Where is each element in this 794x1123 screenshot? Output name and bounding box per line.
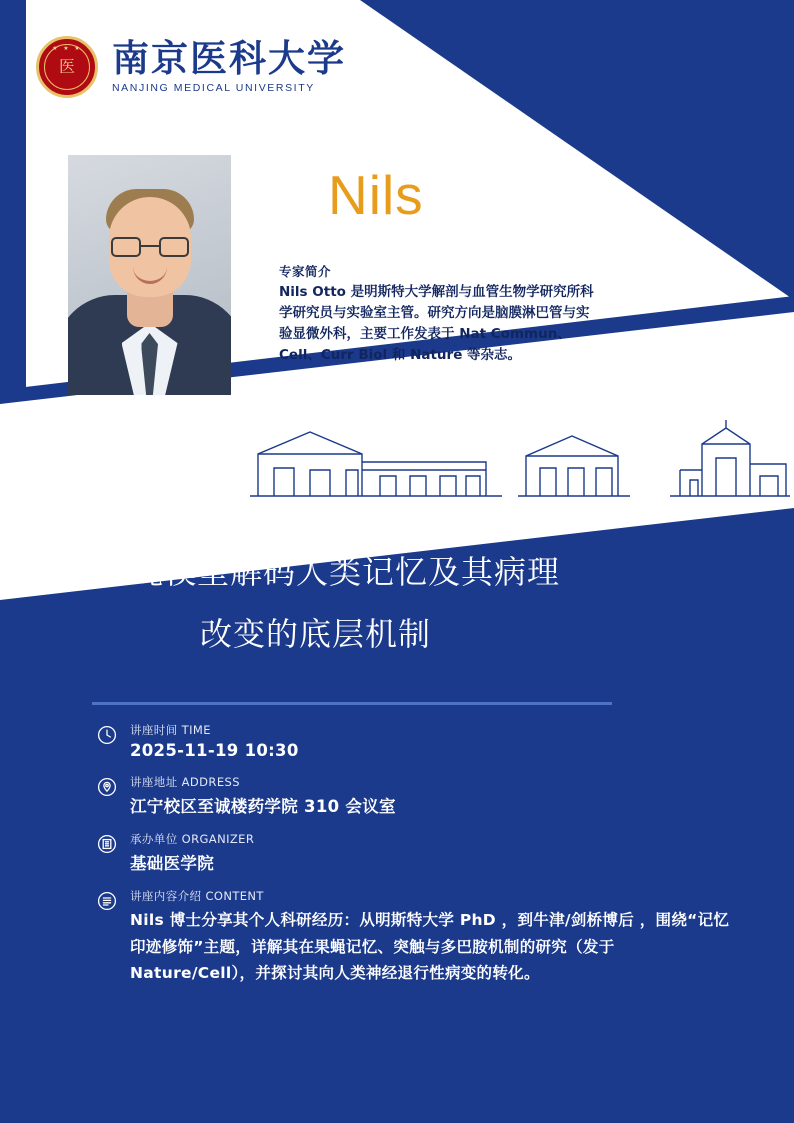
info-value-organizer: 基础医学院 <box>130 854 214 873</box>
lecture-info-list <box>96 722 736 1001</box>
speaker-bio <box>279 262 599 366</box>
bio-paragraph: Nils Otto 是明斯特大学解剖与血管生物学研究所科学研究员与实验室主管。研究方向是脑膜淋巴管与实验显微外科，主要工作发表于 Nat Commun、Cell、Curr Biol 和 Nature 等杂志。 <box>279 284 594 363</box>
speaker-portrait <box>68 155 231 395</box>
info-value-address: 江宁校区至诚楼药学院 310 会议室 <box>130 797 396 816</box>
location-pin-icon <box>96 776 118 798</box>
lecture-title-line1: 使用果蝇模型解码人类记忆及其病理 <box>32 553 561 591</box>
info-row-organizer <box>96 831 736 874</box>
lecture-title-line2: 改变的底层机制 <box>200 614 432 653</box>
clock-icon <box>96 724 118 746</box>
campus-skyline-illustration <box>250 418 790 498</box>
info-body-time <box>130 722 736 760</box>
university-seal-icon <box>36 36 98 98</box>
glasses-right-lens <box>159 237 189 257</box>
info-label-time: 讲座时间 TIME <box>130 723 211 737</box>
logo-english-name: NANJING MEDICAL UNIVERSITY <box>112 81 315 94</box>
info-row-address <box>96 774 736 817</box>
bio-heading: 专家简介 <box>279 264 332 279</box>
info-row-time <box>96 722 736 760</box>
info-value-time: 2025-11-19 10:30 <box>130 741 299 760</box>
info-body-organizer <box>130 831 736 874</box>
glasses-bridge <box>141 245 159 247</box>
logo-chinese-name: 南京医科大学 <box>112 37 346 81</box>
title-divider <box>92 702 612 705</box>
logo-text-block <box>112 37 346 94</box>
info-body-address <box>130 774 736 817</box>
seal-glyph-text: 医 <box>58 57 75 76</box>
info-value-content: Nils 博士分享其个人科研经历：从明斯特大学 PhD ，到牛津/剑桥博后 ，围绕“记忆印迹修饰”主题，详解其在果蝇记忆、突触与多巴胺机制的研究（发于 Nature/Cell），并探讨其向人类神经退行性病变的转化。 <box>130 911 730 983</box>
info-label-address: 讲座地址 ADDRESS <box>130 775 240 789</box>
portrait-glasses-icon <box>111 237 189 257</box>
university-logo <box>36 36 346 98</box>
building-icon <box>96 833 118 855</box>
seal-top-text: ★ ★ ★ <box>52 46 82 52</box>
info-label-organizer: 承办单位 ORGANIZER <box>130 832 255 846</box>
speaker-name: Nils <box>328 164 424 226</box>
info-row-content <box>96 888 736 987</box>
glasses-left-lens <box>111 237 141 257</box>
info-body-content <box>130 888 736 987</box>
document-lines-icon <box>96 890 118 912</box>
info-label-content: 讲座内容介绍 CONTENT <box>130 889 264 903</box>
lecture-title <box>0 548 794 659</box>
